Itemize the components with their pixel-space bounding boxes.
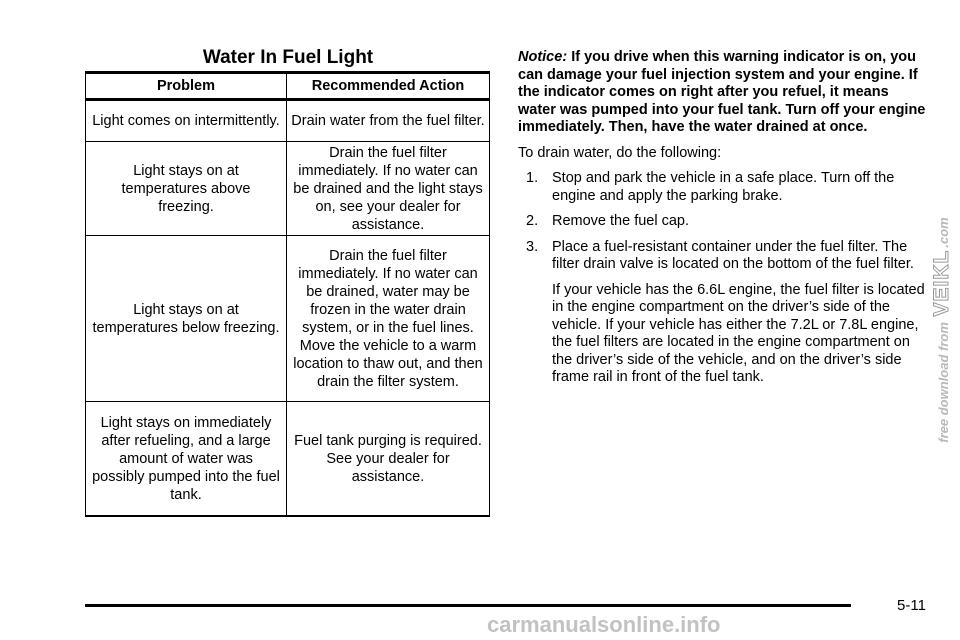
column-header-problem: Problem <box>86 73 287 100</box>
page-number: 5-11 <box>897 597 926 614</box>
action-cell: Drain the fuel filter immediately. If no water can be drained and the light stays on, see your dealer for assistance. <box>287 142 490 236</box>
problem-cell: Light stays on at temperatures below freezing. <box>86 236 287 402</box>
drain-intro: To drain water, do the following: <box>518 144 722 161</box>
step-number: 3. <box>526 238 539 255</box>
notice-text: If you drive when this warning indicator is on, you can damage your fuel injection system and your engine. If the indicator comes on right after you refuel, it means water was pumped into your fuel tank. Turn off your engine immediately. Then, have the water drained at once. <box>518 49 926 135</box>
watermark-prefix: free download from <box>936 322 951 443</box>
troubleshooting-table <box>85 71 490 517</box>
notice-paragraph <box>518 49 930 137</box>
watermark-brand: VEIKL <box>930 249 953 317</box>
action-cell: Fuel tank purging is required. See your dealer for assistance. <box>287 402 490 517</box>
problem-cell: Light comes on intermittently. <box>86 100 287 142</box>
step-extra-text: If your vehicle has the 6.6L engine, the fuel filter is located in the engine compartment on the driver’s side of the vehicle. If your vehicle has either the 7.2L or 7.8L engine, the fuel filters are located in the engine compartment on the driver’s side of the vehicle, and on the driver’s side frame rail in front of the fuel tank. <box>552 281 925 385</box>
watermark-suffix: .com <box>936 217 951 248</box>
side-watermark <box>930 217 954 442</box>
footer-rule <box>85 604 851 607</box>
table-row <box>86 236 490 402</box>
table-row <box>86 402 490 517</box>
step-text: Place a fuel-resistant container under the fuel filter. The filter drain valve is located on the bottom of the fuel filter. <box>552 238 914 272</box>
action-cell: Drain water from the fuel filter. <box>287 100 490 142</box>
notice-label: Notice: <box>518 49 568 65</box>
bottom-watermark: carmanualsonline.info <box>487 612 721 637</box>
column-header-action: Recommended Action <box>287 73 490 100</box>
table-row <box>86 142 490 236</box>
step-text: Stop and park the vehicle in a safe place. Turn off the engine and apply the parking brake. <box>552 170 895 204</box>
table-header-row <box>86 73 490 100</box>
action-cell: Drain the fuel filter immediately. If no water can be drained, water may be frozen in the water drain system, or in the fuel lines. Move the vehicle to a warm location to thaw out, and then drain the filter system. <box>287 236 490 402</box>
list-item <box>518 170 930 205</box>
instructions-column <box>518 49 930 395</box>
drain-steps-list <box>518 170 930 387</box>
step-number: 2. <box>526 213 539 229</box>
step-text: Remove the fuel cap. <box>552 213 690 229</box>
problem-cell: Light stays on immediately after refueling, and a large amount of water was possibly pumped into the fuel tank. <box>86 402 287 517</box>
list-item <box>518 239 930 387</box>
list-item <box>518 213 930 231</box>
table-row <box>86 100 490 142</box>
problem-cell: Light stays on at temperatures above freezing. <box>86 142 287 236</box>
page-title: Water In Fuel Light <box>202 47 374 68</box>
step-number: 1. <box>526 170 539 186</box>
